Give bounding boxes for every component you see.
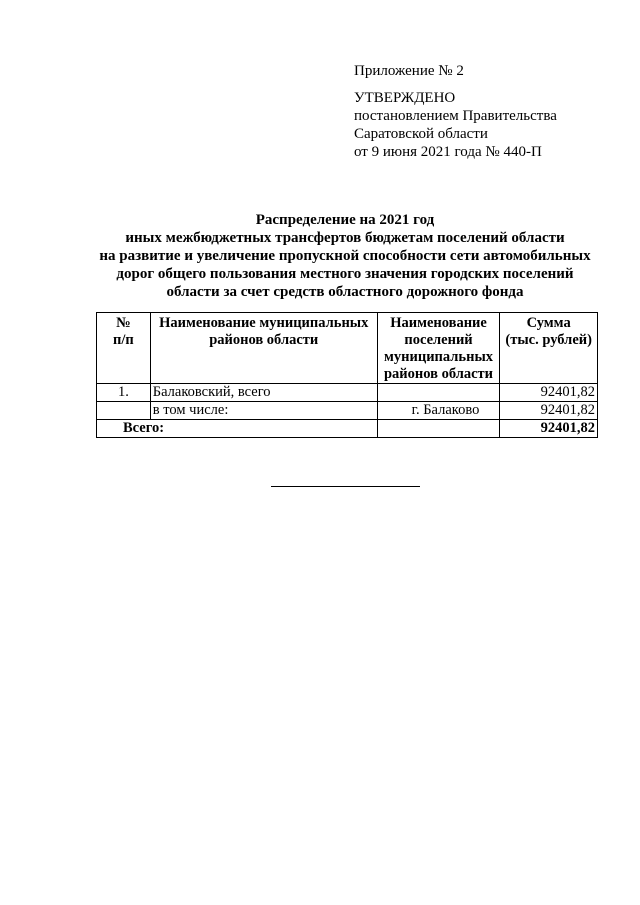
closing-divider <box>271 486 420 487</box>
document-title <box>90 211 600 301</box>
table-row <box>97 384 598 402</box>
distribution-table <box>96 312 598 438</box>
header-num <box>97 313 151 384</box>
decree-line: постановлением Правительства <box>354 108 557 124</box>
row-sum: 92401,82 <box>500 402 598 420</box>
header-text: районов области <box>383 366 494 382</box>
header-text: (тыс. рублей) <box>505 332 592 348</box>
row-sum: 92401,82 <box>500 384 598 402</box>
header-sum <box>500 313 598 384</box>
total-label: Всего: <box>97 420 378 438</box>
header-text: № <box>116 315 131 331</box>
header-text: Сумма <box>526 315 571 331</box>
header-text: п/п <box>113 332 134 348</box>
title-line: иных межбюджетных трансфертов бюджетам поселений области <box>125 230 565 246</box>
header-settlement <box>377 313 500 384</box>
table-header-row <box>97 313 598 384</box>
header-text: Наименование муниципальных <box>159 315 369 331</box>
header-district <box>150 313 377 384</box>
header-text: Наименование <box>390 315 487 331</box>
total-row <box>97 420 598 438</box>
row-settlement <box>377 384 500 402</box>
row-num: 1. <box>97 384 151 402</box>
title-line: Распределение на 2021 год <box>255 212 435 228</box>
header-text: поселений <box>404 332 473 348</box>
row-num <box>97 402 151 420</box>
appendix-label: Приложение № 2 <box>354 63 464 79</box>
region-line: Саратовской области <box>354 126 488 142</box>
approval-block <box>354 62 557 161</box>
title-line: на развитие и увеличение пропускной способности сети автомобильных <box>99 248 591 264</box>
title-line: области за счет средств областного дорожного фонда <box>166 284 524 300</box>
row-district: в том числе: <box>150 402 377 420</box>
row-district: Балаковский, всего <box>150 384 377 402</box>
date-line: от 9 июня 2021 года № 440-П <box>354 144 542 160</box>
total-sum: 92401,82 <box>500 420 598 438</box>
row-settlement: г. Балаково <box>377 402 500 420</box>
title-line: дорог общего пользования местного значения городских поселений <box>116 266 574 282</box>
total-empty-cell <box>377 420 500 438</box>
header-text: муниципальных <box>384 349 494 365</box>
table-row <box>97 402 598 420</box>
approved-label: УТВЕРЖДЕНО <box>354 90 456 106</box>
header-text: районов области <box>209 332 319 348</box>
